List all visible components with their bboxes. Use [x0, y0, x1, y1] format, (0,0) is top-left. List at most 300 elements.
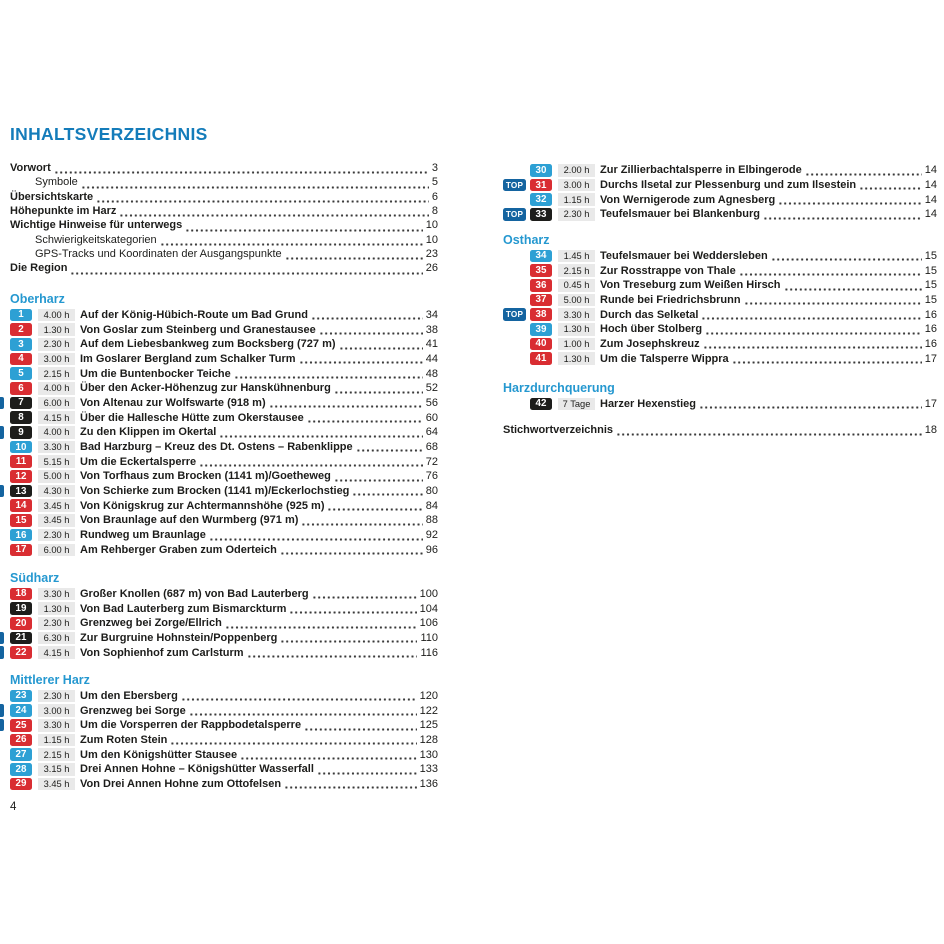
toc-entry-page-number: 8 — [431, 205, 438, 218]
leader-dots — [280, 543, 423, 558]
tour-duration: 6.00 h — [38, 397, 75, 410]
leader-dots — [703, 337, 922, 352]
section-heading: Südharz — [10, 571, 60, 585]
tour-page-number: 130 — [419, 748, 438, 761]
tour-duration: 2.30 h — [38, 338, 75, 351]
tour-number-badge: 33 — [530, 208, 552, 221]
tour-duration: 1.30 h — [558, 352, 595, 365]
tour-duration: 2.15 h — [38, 748, 75, 761]
tour-row — [10, 469, 438, 484]
toc-entry-page-number: 3 — [431, 162, 438, 174]
toc-entry-page-number: 6 — [431, 190, 438, 203]
toc-entry — [10, 219, 438, 233]
tour-number-badge: 21 — [10, 632, 32, 645]
toc-entry-label: GPS-Tracks und Koordinaten der Ausgangspunkte — [35, 248, 282, 261]
tour-page-number: 84 — [425, 499, 438, 512]
tour-duration: 2.15 h — [38, 367, 75, 380]
index-entry — [503, 424, 937, 438]
folio-page-number: 4 — [10, 801, 17, 813]
leader-dots — [170, 733, 416, 748]
tour-title: Zur Burgruine Hohnstein/Poppenberg — [80, 631, 278, 644]
tour-title: Zum Josephskreuz — [600, 337, 700, 350]
tour-page-number: 60 — [425, 411, 438, 424]
tour-duration: 1.30 h — [558, 323, 595, 336]
tour-row — [10, 484, 438, 499]
tour-number-badge: 25 — [10, 719, 32, 732]
leader-dots — [311, 308, 423, 323]
tour-row — [503, 322, 937, 337]
leader-dots — [339, 337, 423, 352]
tour-row — [503, 192, 937, 207]
tour-duration: 1.15 h — [558, 193, 595, 206]
leader-dots — [352, 484, 422, 499]
tour-title: Von Bad Lauterberg zum Bismarckturm — [80, 602, 287, 615]
tour-number-badge: 12 — [10, 470, 32, 483]
tour-row — [10, 616, 438, 631]
tour-title: Runde bei Friedrichsbrunn — [600, 293, 741, 306]
tour-title: Von Königskrug zur Achtermannshöhe (925 m) — [80, 499, 325, 512]
toc-entry-page-number: 10 — [425, 219, 438, 232]
tour-row — [10, 762, 438, 777]
leader-dots — [701, 307, 921, 322]
leader-dots — [219, 425, 422, 440]
tour-title: Von Drei Annen Hohne zum Ottofelsen — [80, 777, 282, 790]
toc-entry-label: Höhepunkte im Harz — [10, 205, 117, 218]
tour-page-number: 104 — [419, 602, 438, 615]
tour-page-number: 96 — [425, 543, 438, 556]
tour-row — [503, 337, 937, 352]
tour-row — [10, 366, 438, 381]
tour-title: Von Goslar zum Steinberg und Granestausee — [80, 323, 316, 336]
tour-number-badge: 4 — [10, 353, 32, 366]
toc-entry — [10, 176, 438, 190]
leader-dots — [312, 587, 417, 602]
tour-title: Zur Rosstrappe von Thale — [600, 264, 736, 277]
tour-title: Drei Annen Hohne – Königshütter Wasserfall — [80, 763, 314, 776]
tour-row — [503, 178, 937, 193]
tour-page-number: 76 — [425, 470, 438, 483]
toc-entry-page-number: 23 — [425, 248, 438, 261]
tour-number-badge: 8 — [10, 411, 32, 424]
tour-number-badge: 10 — [10, 441, 32, 454]
leader-dots — [280, 631, 417, 646]
tour-row — [10, 513, 438, 528]
tour-duration: 5.15 h — [38, 455, 75, 468]
section-ostharz — [503, 233, 937, 366]
leader-dots — [744, 293, 922, 308]
top-badge-slot — [503, 308, 530, 321]
tour-row — [10, 454, 438, 469]
tour-title: Zu den Klippen im Okertal — [80, 426, 217, 439]
tour-number-badge: 7 — [10, 397, 32, 410]
tour-number-badge: 38 — [530, 308, 552, 321]
tour-duration: 2.15 h — [558, 264, 595, 277]
tour-row — [10, 498, 438, 513]
tour-number-badge: 18 — [10, 588, 32, 601]
tour-title: Über den Acker-Höhenzug zur Hanskühnenburg — [80, 382, 331, 395]
tour-number-badge: 17 — [10, 544, 32, 557]
tour-page-number: 15 — [924, 264, 937, 277]
tour-row — [10, 587, 438, 602]
leader-dots — [616, 424, 922, 438]
tour-title: Hoch über Stolberg — [600, 323, 703, 336]
tour-duration: 2.30 h — [38, 617, 75, 630]
tour-title: Um den Königshütter Stausee — [80, 748, 238, 761]
leader-dots — [54, 162, 429, 176]
tour-page-number: 38 — [425, 323, 438, 336]
tour-duration: 2.30 h — [38, 690, 75, 703]
toc-entry-label: Schwierigkeitskategorien — [35, 233, 157, 246]
leader-dots — [234, 366, 423, 381]
leader-dots — [209, 528, 423, 543]
tour-row — [503, 207, 937, 222]
tour-title: Harzer Hexenstieg — [600, 397, 696, 410]
toc-entry — [10, 205, 438, 219]
tour-duration: 6.00 h — [38, 544, 75, 557]
section-mittlerer-harz — [10, 673, 438, 791]
leader-dots — [784, 278, 922, 293]
leader-dots — [304, 718, 417, 733]
leader-dots — [81, 176, 429, 190]
tour-number-badge: 35 — [530, 264, 552, 277]
top-badge-clipped-icon — [0, 704, 4, 717]
leader-dots — [778, 192, 922, 207]
tour-title: Im Goslarer Bergland zum Schalker Turm — [80, 352, 296, 365]
tour-duration: 3.30 h — [38, 588, 75, 601]
tour-page-number: 120 — [419, 689, 438, 702]
tour-duration: 3.30 h — [38, 719, 75, 732]
tour-page-number: 88 — [425, 514, 438, 527]
tour-title: Auf der König-Hübich-Route um Bad Grund — [80, 308, 308, 321]
tour-page-number: 110 — [420, 631, 438, 644]
page-title: INHALTSVERZEICHNIS — [10, 124, 208, 144]
tour-duration: 3.15 h — [38, 763, 75, 776]
tour-duration: 3.30 h — [558, 308, 595, 321]
index-page-number: 18 — [924, 424, 937, 436]
tour-page-number: 100 — [419, 587, 438, 600]
tour-duration: 0.45 h — [558, 279, 595, 292]
tour-title: Am Rehberger Graben zum Oderteich — [80, 543, 277, 556]
leader-dots — [771, 249, 922, 264]
tour-page-number: 14 — [924, 164, 937, 177]
tour-duration: 4.15 h — [38, 411, 75, 424]
tour-page-number: 44 — [425, 352, 438, 365]
tour-title: Auf dem Liebesbankweg zum Bocksberg (727 m) — [80, 338, 336, 351]
tour-title: Von Treseburg zum Weißen Hirsch — [600, 279, 781, 292]
leader-dots — [307, 410, 423, 425]
tour-row — [503, 278, 937, 293]
tour-row — [503, 263, 937, 278]
toc-entry — [10, 191, 438, 205]
toc-entry-label: Wichtige Hinweise für unterwegs — [10, 219, 183, 232]
tour-title: Von Wernigerode zum Agnesberg — [600, 193, 776, 206]
leader-dots — [289, 601, 416, 616]
tour-duration: 3.00 h — [38, 353, 75, 366]
toc-entry — [10, 162, 438, 176]
tour-duration: 2.30 h — [38, 529, 75, 542]
section-heading: Mittlerer Harz — [10, 673, 90, 687]
tour-row — [10, 645, 438, 660]
tour-row — [10, 308, 438, 323]
tour-duration: 3.30 h — [38, 441, 75, 454]
tour-page-number: 128 — [419, 733, 438, 746]
tour-duration: 4.15 h — [38, 646, 75, 659]
tour-duration: 1.15 h — [38, 734, 75, 747]
tour-title: Rundweg um Braunlage — [80, 529, 206, 542]
tour-number-badge: 20 — [10, 617, 32, 630]
tour-row — [10, 322, 438, 337]
tour-number-badge: 19 — [10, 602, 32, 615]
leader-dots — [185, 219, 422, 233]
tour-duration: 3.45 h — [38, 499, 75, 512]
top-badge-slot — [503, 208, 530, 221]
tour-title: Um die Vorsperren der Rappbodetalsperre — [80, 719, 302, 732]
tour-duration: 1.00 h — [558, 338, 595, 351]
tour-duration: 4.00 h — [38, 382, 75, 395]
leader-dots — [284, 777, 417, 792]
toc-entry — [10, 248, 438, 262]
tour-number-badge: 36 — [530, 279, 552, 292]
tour-number-badge: 37 — [530, 294, 552, 307]
tour-number-badge: 40 — [530, 338, 552, 351]
top-badge-clipped-icon — [0, 426, 4, 439]
toc-entry — [10, 262, 438, 276]
toc-entry-label: Vorwort — [10, 162, 51, 174]
top-badge-clipped-icon — [0, 646, 4, 659]
tour-duration: 2.00 h — [558, 164, 595, 177]
tour-page-number: 14 — [924, 208, 937, 221]
tour-title: Von Torfhaus zum Brocken (1141 m)/Goetheweg — [80, 470, 331, 483]
tour-row — [10, 528, 438, 543]
tour-title: Von Braunlage auf den Wurmberg (971 m) — [80, 514, 299, 527]
tour-title: Grenzweg bei Sorge — [80, 704, 186, 717]
tour-row — [503, 351, 937, 366]
tour-row — [10, 601, 438, 616]
tour-duration: 7 Tage — [558, 398, 595, 411]
tour-number-badge: 24 — [10, 704, 32, 717]
leader-dots — [70, 262, 422, 276]
tour-duration: 4.30 h — [38, 485, 75, 498]
tour-page-number: 34 — [425, 308, 438, 321]
tour-title: Über die Hallesche Hütte zum Okerstausee — [80, 411, 304, 424]
tour-number-badge: 14 — [10, 499, 32, 512]
tour-row — [10, 718, 438, 733]
tour-duration: 4.00 h — [38, 426, 75, 439]
leader-dots — [699, 397, 922, 412]
tour-row — [503, 249, 937, 264]
tour-row — [10, 352, 438, 367]
tour-title: Durchs Ilsetal zur Plessenburg und zum Ilsestein — [600, 179, 857, 192]
tour-number-badge: 28 — [10, 763, 32, 776]
tour-title: Um die Talsperre Wippra — [600, 352, 729, 365]
tour-title: Von Sophienhof zum Carlsturm — [80, 646, 244, 659]
top-badge-clipped-icon — [0, 632, 4, 645]
leader-dots — [96, 191, 429, 205]
tour-number-badge: 34 — [530, 250, 552, 263]
tour-row — [10, 440, 438, 455]
tour-row — [10, 337, 438, 352]
leader-dots — [301, 513, 422, 528]
tour-page-number: 64 — [425, 426, 438, 439]
toc-entry-label: Symbole — [35, 176, 78, 189]
tour-page-number: 56 — [425, 396, 438, 409]
tour-page-number: 16 — [924, 337, 937, 350]
leader-dots — [859, 178, 922, 193]
leader-dots — [317, 762, 417, 777]
tour-row — [10, 381, 438, 396]
leader-dots — [299, 352, 423, 367]
toc-entry-page-number: 26 — [425, 262, 438, 275]
tour-page-number: 14 — [924, 179, 937, 192]
tour-row — [503, 307, 937, 322]
tour-number-badge: 9 — [10, 426, 32, 439]
tour-row — [10, 777, 438, 792]
tour-duration: 3.00 h — [558, 179, 595, 192]
tour-page-number: 15 — [924, 249, 937, 262]
tour-row — [503, 163, 937, 178]
tour-page-number: 16 — [924, 308, 937, 321]
tour-page-number: 125 — [419, 719, 438, 732]
tour-row — [10, 631, 438, 646]
leader-dots — [334, 469, 423, 484]
tour-page-number: 14 — [924, 193, 937, 206]
tour-number-badge: 6 — [10, 382, 32, 395]
tour-number-badge: 16 — [10, 529, 32, 542]
tour-title: Teufelsmauer bei Blankenburg — [600, 208, 760, 221]
index-label: Stichwortverzeichnis — [503, 424, 614, 436]
tour-page-number: 72 — [425, 455, 438, 468]
tour-row — [10, 396, 438, 411]
leader-dots — [225, 616, 417, 631]
top-badge: TOP — [503, 179, 526, 192]
tour-row — [10, 747, 438, 762]
leader-dots — [199, 454, 423, 469]
tour-duration: 5.00 h — [558, 294, 595, 307]
top-badge-clipped-icon — [0, 719, 4, 732]
toc-entry-page-number: 5 — [431, 176, 438, 189]
tour-page-number: 41 — [425, 338, 438, 351]
leader-dots — [805, 163, 922, 178]
leader-dots — [119, 205, 429, 219]
section-harzdurchquerung — [503, 381, 937, 411]
top-badge-slot — [503, 179, 530, 192]
tour-number-badge: 15 — [10, 514, 32, 527]
tour-page-number: 133 — [419, 763, 438, 776]
tour-duration: 4.00 h — [38, 309, 75, 322]
tour-page-number: 16 — [924, 323, 937, 336]
tour-duration: 1.45 h — [558, 250, 595, 263]
tour-number-badge: 2 — [10, 323, 32, 336]
tour-row — [10, 703, 438, 718]
tour-title: Bad Harzburg – Kreuz des Dt. Ostens – Rabenklippe — [80, 441, 353, 454]
top-badge: TOP — [503, 308, 526, 321]
leader-dots — [327, 498, 422, 513]
tour-number-badge: 23 — [10, 690, 32, 703]
section-oberharz — [10, 292, 438, 557]
tour-row — [503, 293, 937, 308]
tour-duration: 5.00 h — [38, 470, 75, 483]
leader-dots — [705, 322, 922, 337]
tour-page-number: 15 — [924, 293, 937, 306]
tour-duration: 3.00 h — [38, 704, 75, 717]
tour-page-number: 17 — [924, 352, 937, 365]
tour-page-number: 52 — [425, 382, 438, 395]
tour-number-badge: 30 — [530, 164, 552, 177]
tour-page-number: 17 — [924, 397, 937, 410]
tour-number-badge: 11 — [10, 455, 32, 468]
tour-number-badge: 31 — [530, 179, 552, 192]
leader-dots — [181, 689, 417, 704]
tour-number-badge: 26 — [10, 734, 32, 747]
leader-dots — [189, 703, 417, 718]
leader-dots — [160, 234, 423, 248]
tour-row — [10, 543, 438, 558]
leader-dots — [269, 396, 423, 411]
tour-row — [503, 397, 937, 412]
tour-title: Um die Buntenbocker Teiche — [80, 367, 231, 380]
section-heading: Harzdurchquerung — [503, 381, 615, 395]
tour-duration: 3.45 h — [38, 514, 75, 527]
tour-page-number: 122 — [419, 704, 438, 717]
tour-page-number: 48 — [425, 367, 438, 380]
tour-title: Um den Ebersberg — [80, 689, 178, 702]
tour-duration: 6.30 h — [38, 632, 75, 645]
section-heading: Oberharz — [10, 292, 65, 306]
top-badge: TOP — [503, 208, 526, 221]
tour-title: Um die Eckertalsperre — [80, 455, 197, 468]
leader-dots — [356, 440, 423, 455]
tour-duration: 1.30 h — [38, 602, 75, 615]
leader-dots — [240, 747, 417, 762]
front-matter-list — [10, 162, 438, 277]
leader-dots — [319, 322, 423, 337]
tour-number-badge: 3 — [10, 338, 32, 351]
tour-title: Von Schierke zum Brocken (1141 m)/Eckerlochstieg — [80, 485, 350, 498]
tour-number-badge: 13 — [10, 485, 32, 498]
tour-number-badge: 41 — [530, 352, 552, 365]
leader-dots — [763, 207, 922, 222]
tour-row — [10, 733, 438, 748]
tour-row — [10, 425, 438, 440]
tour-title: Zur Zillierbachtalsperre in Elbingerode — [600, 164, 802, 177]
tour-number-badge: 42 — [530, 398, 552, 411]
tour-number-badge: 32 — [530, 193, 552, 206]
tour-number-badge: 22 — [10, 646, 32, 659]
tour-duration: 3.45 h — [38, 778, 75, 791]
leader-dots — [334, 381, 423, 396]
toc-entry — [10, 234, 438, 248]
tour-number-badge: 29 — [10, 778, 32, 791]
tour-page-number: 80 — [425, 485, 438, 498]
tour-page-number: 136 — [419, 777, 438, 790]
tour-page-number: 15 — [924, 279, 937, 292]
leader-dots — [739, 263, 922, 278]
tour-page-number: 68 — [425, 441, 438, 454]
tour-row — [10, 689, 438, 704]
section-heading: Ostharz — [503, 233, 550, 247]
tour-row — [10, 410, 438, 425]
tour-page-number: 92 — [425, 529, 438, 542]
section-mittlerer-harz-continued — [503, 163, 937, 222]
tour-title: Zum Roten Stein — [80, 733, 168, 746]
tour-title: Grenzweg bei Zorge/Ellrich — [80, 617, 222, 630]
tour-title: Von Altenau zur Wolfswarte (918 m) — [80, 396, 266, 409]
tour-title: Durch das Selketal — [600, 308, 699, 321]
tour-page-number: 116 — [420, 646, 438, 659]
tour-duration: 2.30 h — [558, 208, 595, 221]
top-badge-clipped-icon — [0, 397, 4, 410]
tour-page-number: 106 — [419, 617, 438, 630]
